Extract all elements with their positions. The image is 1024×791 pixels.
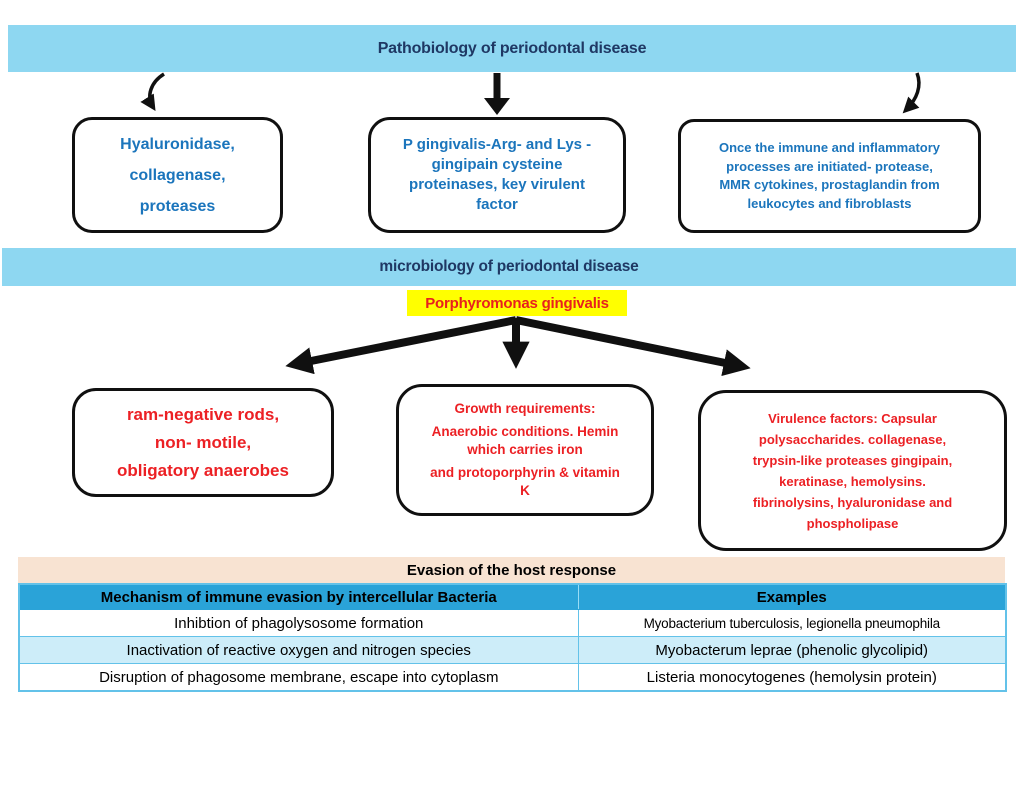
box-line: non- motile, (154, 432, 252, 452)
box-line: collagenase, (129, 166, 226, 184)
curved-arrow-left-icon (150, 74, 164, 107)
immune-inflammatory-box (678, 119, 981, 233)
box-line: Once the immune and inflammatory (718, 140, 941, 155)
virulence-factors-box (698, 390, 1007, 551)
mechanism-cell: Inhibtion of phagolysosome formation (19, 610, 578, 637)
box-line: leukocytes and fibroblasts (747, 195, 912, 211)
morphology-box (72, 388, 334, 497)
box-line: proteinases, key virulent (409, 176, 585, 193)
microbiology-banner (2, 248, 1016, 286)
box-line: phospholipase (806, 515, 899, 531)
examples-cell: Myobacterium tuberculosis, legionella pneumophila (578, 610, 1006, 637)
box-line: obligatory anaerobes (117, 460, 289, 480)
box-line: keratinase, hemolysins. (779, 473, 926, 489)
pathobiology-banner-title: Pathobiology of periodontal disease (377, 39, 647, 57)
box-line: Growth requirements: (454, 401, 596, 416)
enzymes-box (72, 117, 283, 233)
box-line: fibrinolysins, hyaluronidase and (752, 494, 953, 510)
box-line: processes are initiated- protease, (726, 158, 933, 174)
pathobiology-banner (8, 25, 1016, 72)
examples-cell: Myobacterum leprae (phenolic glycolipid) (578, 637, 1006, 664)
evasion-table (18, 583, 1007, 692)
examples-cell: Listeria monocytogenes (hemolysin protein) (578, 664, 1006, 692)
curved-arrow-right-icon (906, 73, 919, 110)
branch-arrow-right-icon (516, 320, 740, 366)
table-header-row (19, 584, 1006, 610)
organism-label (407, 290, 627, 316)
box-line: P gingivalis-Arg- and Lys - (402, 136, 592, 153)
box-line: Anaerobic conditions. Hemin (431, 424, 619, 439)
microbiology-banner-title: microbiology of periodontal disease (379, 258, 639, 275)
column-header-mechanism: Mechanism of immune evasion by intercellular Bacteria (19, 584, 578, 610)
box-line: Virulence factors: Capsular (768, 410, 937, 426)
box-line: gingipain cysteine (431, 156, 563, 173)
top-connector-arrows (0, 70, 1024, 120)
organism-label-text: Porphyromonas gingivalis (425, 294, 609, 312)
mechanism-cell: Disruption of phagosome membrane, escape into cytoplasm (19, 664, 578, 692)
box-line: Hyaluronidase, (120, 135, 235, 153)
evasion-table-title-text: Evasion of the host response (406, 561, 617, 579)
table-row (19, 664, 1006, 692)
box-line: trypsin-like proteases gingipain, (752, 452, 953, 468)
box-line: K (520, 483, 530, 498)
box-line: polysaccharides. collagenase, (758, 431, 947, 447)
table-row (19, 637, 1006, 664)
box-line: which carries iron (467, 442, 583, 457)
evasion-table-title (18, 557, 1005, 583)
box-line: proteases (139, 197, 216, 215)
down-arrow-icon (484, 73, 510, 115)
gingipain-box (368, 117, 626, 233)
box-line: MMR cytokines, prostaglandin from (719, 177, 940, 192)
mechanism-cell: Inactivation of reactive oxygen and nitrogen species (19, 637, 578, 664)
column-header-examples: Examples (578, 584, 1006, 610)
branch-arrows (0, 314, 1024, 382)
box-line: and protoporphyrin & vitamin (430, 465, 620, 480)
branch-arrow-left-icon (296, 320, 516, 364)
box-line: ram-negative rods, (126, 404, 280, 424)
table-row (19, 610, 1006, 637)
box-line: factor (476, 196, 518, 213)
growth-requirements-box (396, 384, 654, 516)
